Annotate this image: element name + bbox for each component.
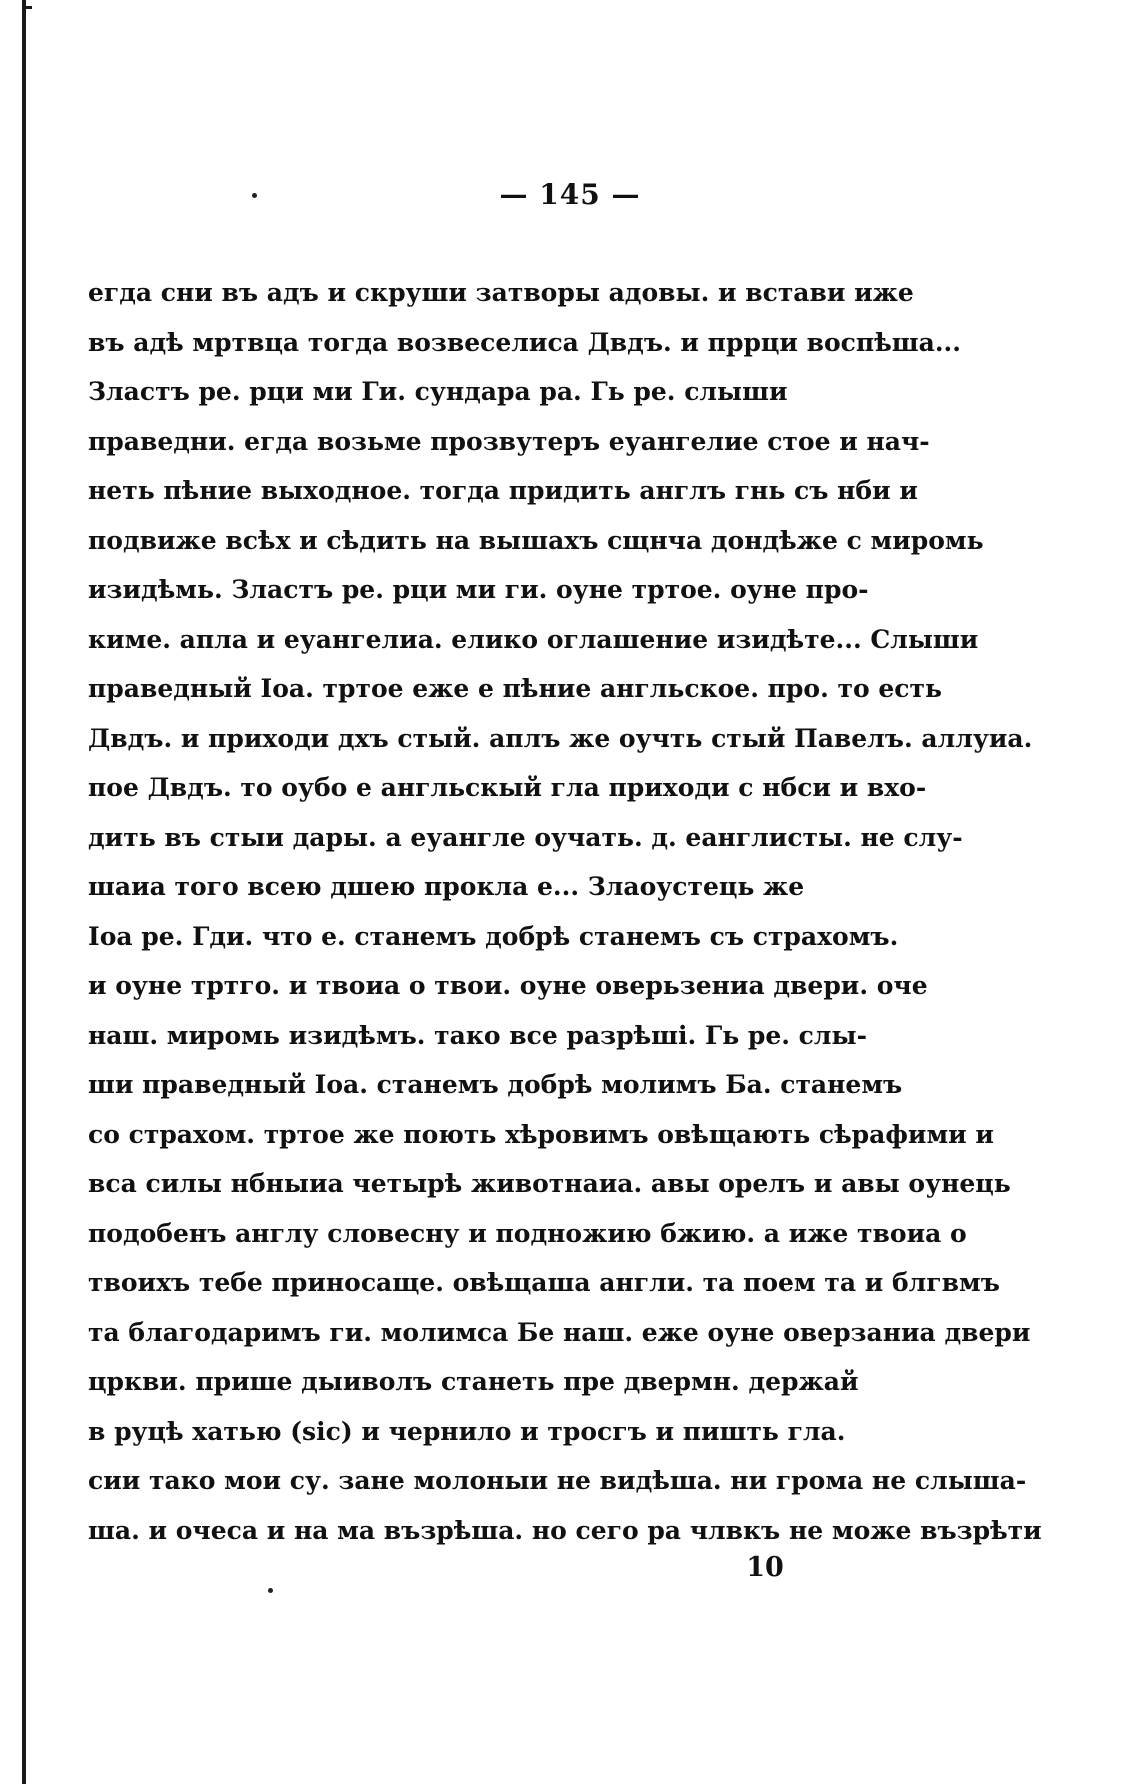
text-line: киме. апла и еуангелиа. елико оглашение изидѣте... Слыши [88, 624, 979, 654]
body-text [88, 268, 1042, 1555]
text-line: неть пѣние выходное. тогда придить англъ гнь съ нби и [88, 476, 918, 505]
text-line: ши праведный Іоа. станемъ добрѣ молимъ Ба. станемъ [88, 1070, 903, 1099]
text-line: та благодаримъ ги. молимса Бе наш. еже оуне оверзаниа двери [88, 1317, 1031, 1347]
text-line: Двдъ. и приходи дхъ стый. аплъ же оучть стый Павелъ. аллуиа. [88, 723, 1033, 753]
text-line: подобенъ англу словесну и подножию бжию. а иже твоиа о [88, 1218, 967, 1248]
text-line: в руцѣ хатью (sic) и чернило и тросгъ и пишть гла. [88, 1416, 846, 1446]
text-line: праведный Іоа. тртое еже е пѣние англьское. про. то есть [88, 674, 942, 703]
signature-mark: 10 [746, 1552, 784, 1583]
text-line: егда сни въ адъ и скруши затворы адовы. и встави иже [88, 278, 914, 307]
text-line: изидѣмь. Злаcтъ ре. рци ми ги. оуне тртое. оуне про- [88, 575, 869, 604]
text-line: дить въ стыи дары. а еуангле оучать. д. еанглисты. не слу- [88, 822, 963, 852]
text-line: Злаcтъ ре. рци ми Ги. сундара ра. Гь ре. слыши [88, 377, 788, 406]
page-edge-left [22, 0, 26, 1784]
text-line: Іоа ре. Гди. что е. станемъ добрѣ станемъ съ страхомъ. [88, 921, 899, 951]
page-number: — 145 — [499, 178, 641, 211]
page-edge-top [22, 6, 32, 9]
text-line: цркви. прише дыиволъ станеть пре двермн. держай [88, 1367, 859, 1396]
text-line: наш. миромь изидѣмъ. тако все разрѣші. Гь ре. слы- [88, 1020, 867, 1050]
text-line: твоихъ тебе приносаще. овѣщаша англи. та поем та и блгвмъ [88, 1268, 1000, 1297]
text-line: ша. и очеса и на ма възрѣша. но сего ра члвкъ не може възрѣти [88, 1515, 1042, 1545]
ink-speck [252, 193, 257, 198]
text-line: и оуне тртго. и твоиа о твои. оуне оверьзениа двери. оче [88, 971, 928, 1000]
text-line: въ адѣ мртвца тогда возвеселиса Двдъ. и пррци воспѣша... [88, 327, 961, 357]
text-line: пое Двдъ. то оубо е англьскый гла приходи с нбси и вхо- [88, 773, 927, 802]
text-line: шаиа того всею дшею прокла е... Злаоустець же [88, 872, 805, 901]
text-line: вса силы нбныиа четырѣ животнаиа. авы орелъ и авы оунець [88, 1169, 1011, 1198]
text-line: со страхом. тртое же поють хѣровимъ овѣщають сѣрафими и [88, 1119, 994, 1149]
text-line: подвиже всѣх и сѣдить на вышахъ сщнча дондѣже с миромь [88, 525, 984, 555]
text-line: праведни. егда возьме прозвутеръ еуангелие стое и нач- [88, 426, 930, 456]
text-line: сии тако мои су. зане молоныи не видѣша. ни грома не слыша- [88, 1466, 1027, 1495]
ink-speck [268, 1588, 273, 1593]
